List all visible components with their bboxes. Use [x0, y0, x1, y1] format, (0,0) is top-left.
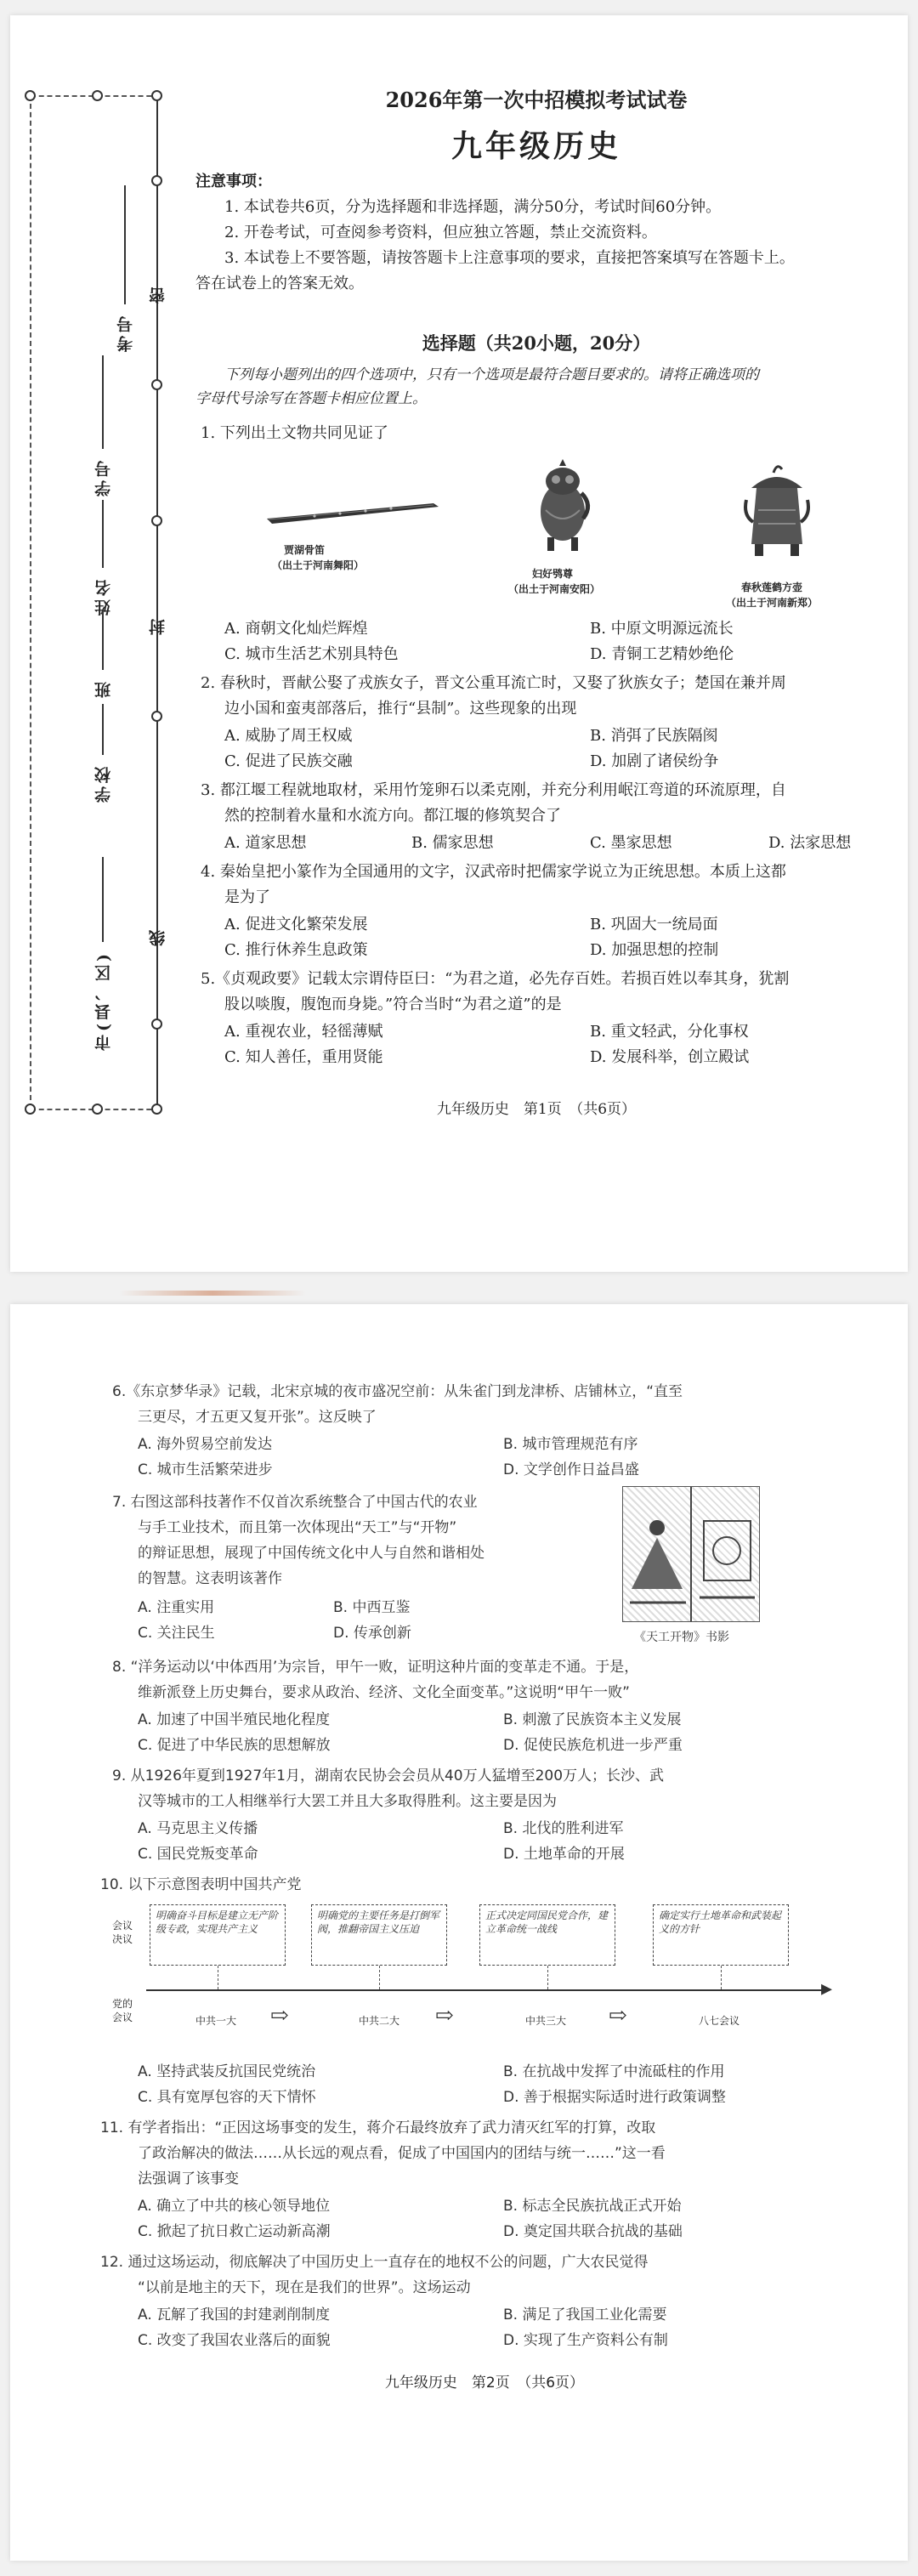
- option[interactable]: A. 促进文化繁荣发展: [224, 916, 368, 933]
- option[interactable]: A. 重视农业，轻徭薄赋: [224, 1023, 383, 1041]
- diagram-side-label: 党的会议: [112, 1998, 133, 2023]
- seal-char: 密: [149, 287, 167, 304]
- question-8-stem: 8. “洋务运动以‘中体西用’为宗旨，甲午一败，证明这种片面的变革走不通。于是，: [112, 1659, 639, 1676]
- seal-char: 封: [149, 619, 167, 635]
- option[interactable]: C. 具有宽厚包容的天下情怀: [138, 2089, 316, 2106]
- notice-item: 2. 开卷考试，可查阅参考资料，但应独立答题，禁止交流资料。: [224, 224, 657, 241]
- option[interactable]: D. 土地革命的开展: [503, 1846, 625, 1863]
- option[interactable]: B. 城市管理规范有序: [503, 1436, 638, 1453]
- question-9-stem: 汉等城市的工人相继举行大罢工并且大多取得胜利。这主要是因为: [138, 1793, 557, 1810]
- right-arrow-icon: ⇨: [609, 2003, 627, 2028]
- timeline-axis: [146, 1989, 826, 1991]
- section-instruction: 下列每小题列出的四个选项中，只有一个选项是最符合题目要求的。请将正确选项的: [224, 366, 759, 383]
- question-10-stem: 10. 以下示意图表明中国共产党: [100, 1876, 302, 1893]
- option[interactable]: C. 城市生活繁荣进步: [138, 1461, 273, 1478]
- notice-item: 3. 本试卷上不要答题，请按答题卡上注意事项的要求，直接把答案填写在答题卡上。: [224, 249, 795, 267]
- option[interactable]: B. 北伐的胜利进军: [503, 1820, 624, 1837]
- timeline-arrow-icon: ▸: [821, 1976, 833, 2001]
- timeline-connector: [547, 1966, 548, 1989]
- option[interactable]: B. 消弭了民族隔阂: [590, 727, 718, 745]
- option[interactable]: A. 确立了中共的核心领导地位: [138, 2198, 331, 2215]
- notice-heading: 注意事项：: [196, 173, 272, 190]
- binding-cut-line: [156, 95, 158, 1109]
- artifact-origin: （出土于河南舞阳）: [272, 559, 365, 571]
- option[interactable]: A. 道家思想: [224, 834, 307, 852]
- field-label-city: 市(县、区): [94, 950, 113, 1051]
- section-title: 选择题（共20小题，20分）: [422, 332, 651, 354]
- option[interactable]: B. 在抗战中发挥了中流砥柱的作用: [503, 2063, 725, 2080]
- option[interactable]: B. 中西互鉴: [333, 1599, 411, 1616]
- option[interactable]: D. 法家思想: [768, 834, 852, 852]
- option[interactable]: D. 青铜工艺精妙绝伦: [590, 645, 734, 663]
- binding-hole: [151, 1104, 162, 1115]
- field-line-school[interactable]: [102, 704, 104, 755]
- lotus-crane-pot-image: [743, 462, 811, 558]
- option[interactable]: A. 加速了中国半殖民地化程度: [138, 1711, 331, 1728]
- option[interactable]: A. 商朝文化灿烂辉煌: [224, 620, 368, 638]
- option[interactable]: C. 国民党叛变革命: [138, 1846, 258, 1863]
- meeting-label: 中共一大: [196, 2015, 237, 2027]
- page-footer: 九年级历史 第2页 （共6页）: [384, 2375, 585, 2392]
- section-instruction: 字母代号涂写在答题卡相应位置上。: [196, 390, 427, 407]
- option[interactable]: D. 促使民族危机进一步严重: [503, 1737, 683, 1754]
- option[interactable]: D. 传承创新: [333, 1625, 411, 1642]
- option[interactable]: C. 墨家思想: [590, 834, 672, 852]
- binding-hole: [151, 1018, 162, 1030]
- artifact-origin: （出土于河南安阳）: [508, 583, 601, 595]
- binding-hole: [151, 515, 162, 526]
- option[interactable]: C. 关注民生: [138, 1625, 215, 1642]
- bone-flute-image: [264, 496, 442, 525]
- binding-hole: [25, 90, 36, 101]
- option[interactable]: D. 文学创作日益昌盛: [503, 1461, 639, 1478]
- subject-title: 九年级历史: [450, 128, 621, 164]
- meeting-label: 中共三大: [525, 2015, 567, 2027]
- tiangong-kaiwu-image: [622, 1486, 760, 1622]
- option[interactable]: A. 马克思主义传播: [138, 1820, 258, 1837]
- question-1-stem: 1. 下列出土文物共同见证了: [201, 424, 388, 442]
- resolution-box: 正式决定同国民党合作，建立革命统一战线: [479, 1904, 615, 1966]
- question-11-stem: 了政治解决的做法……从长远的观点看，促成了中国国内的团结与统一……”这一看: [138, 2145, 666, 2162]
- option[interactable]: A. 威胁了周王权威: [224, 727, 353, 745]
- option[interactable]: A. 注重实用: [138, 1599, 215, 1616]
- notice-item: 1. 本试卷共6页，分为选择题和非选择题，满分50分，考试时间60分钟。: [224, 198, 722, 216]
- page-divider-smudge: [119, 1291, 306, 1296]
- question-5-stem: 股以啖腹，腹饱而身毙。”符合当时“为君之道”的是: [224, 996, 562, 1013]
- question-2-stem: 2. 春秋时，晋献公娶了戎族女子，晋文公重耳流亡时，又娶了狄族女子；楚国在兼并周: [201, 674, 786, 692]
- option[interactable]: C. 掀起了抗日救亡运动新高潮: [138, 2223, 331, 2240]
- question-3-stem: 然的控制着水量和水流方向。都江堰的修筑契合了: [224, 807, 561, 825]
- binding-left-dash: [30, 95, 31, 1109]
- timeline-diagram: [112, 1904, 843, 2049]
- question-11-stem: 11. 有学者指出：“正因这场事变的发生，蒋介石最终放弃了武力清灭红军的打算，改取: [100, 2119, 656, 2136]
- right-arrow-icon: ⇨: [435, 2003, 454, 2028]
- option[interactable]: B. 巩固大一统局面: [590, 916, 718, 933]
- binding-hole: [92, 90, 103, 101]
- field-line-exam-number[interactable]: [124, 185, 126, 304]
- resolution-box: 明确奋斗目标是建立无产阶级专政，实现共产主义: [150, 1904, 286, 1966]
- owl-zun-image: [529, 459, 597, 553]
- question-7-stem: 与手工业技术，而且第一次体现出“天工”与“开物”: [138, 1519, 457, 1536]
- timeline-connector: [379, 1966, 380, 1989]
- option[interactable]: A. 海外贸易空前发达: [138, 1436, 273, 1453]
- option[interactable]: D. 发展科举，创立殿试: [590, 1048, 750, 1066]
- binding-hole: [151, 379, 162, 390]
- page-footer: 九年级历史 第1页 （共6页）: [436, 1101, 637, 1118]
- option[interactable]: C. 改变了我国农业落后的面貌: [138, 2332, 331, 2349]
- notice-item: 答在试卷上的答案无效。: [196, 275, 364, 292]
- option[interactable]: B. 满足了我国工业化需要: [503, 2306, 667, 2324]
- field-label-student-number: 学号: [94, 457, 113, 496]
- seal-char: 线: [149, 930, 167, 946]
- field-label-class: 班: [94, 678, 113, 698]
- option[interactable]: B. 刺激了民族资本主义发展: [503, 1711, 682, 1728]
- field-label-name: 姓名: [94, 576, 113, 616]
- option[interactable]: A. 瓦解了我国的封建剥削制度: [138, 2306, 331, 2324]
- binding-hole: [151, 90, 162, 101]
- artifact-name: 春秋莲鹤方壶: [741, 582, 803, 593]
- meeting-label: 八七会议: [699, 2015, 740, 2027]
- option[interactable]: D. 善于根据实际适时进行政策调整: [503, 2089, 726, 2106]
- question-12-stem: “以前是地主的天下，现在是我们的世界”。这场运动: [138, 2279, 471, 2296]
- artifact-name: 妇好鸮尊: [532, 568, 574, 580]
- option[interactable]: D. 奠定国共联合抗战的基础: [503, 2223, 683, 2240]
- question-4-stem: 是为了: [224, 888, 270, 906]
- artifact-origin: （出土于河南新郑）: [726, 597, 819, 609]
- question-4-stem: 4. 秦始皇把小篆作为全国通用的文字，汉武帝时把儒家学说立为正统思想。本质上这都: [201, 863, 786, 881]
- question-8-stem: 维新派登上历史舞台，要求从政治、经济、文化全面变革。”这说明“甲午一败”: [138, 1684, 630, 1701]
- field-line-student-number[interactable]: [102, 355, 104, 449]
- question-11-stem: 法强调了该事变: [138, 2170, 239, 2187]
- timeline-connector: [721, 1966, 722, 1989]
- meeting-label: 中共二大: [359, 2015, 400, 2027]
- question-7-stem: 的辩证思想，展现了中国传统文化中人与自然和谐相处: [138, 1545, 484, 1562]
- option[interactable]: B. 标志全民族抗战正式开始: [503, 2198, 682, 2215]
- option[interactable]: C. 促进了民族交融: [224, 752, 353, 770]
- exam-page-2: [10, 1304, 908, 2561]
- option[interactable]: D. 加强思想的控制: [590, 941, 719, 959]
- option[interactable]: C. 城市生活艺术别具特色: [224, 645, 399, 663]
- option[interactable]: B. 重文轻武，分化事权: [590, 1023, 749, 1041]
- option[interactable]: D. 实现了生产资料公有制: [503, 2332, 668, 2349]
- exam-page-1: [10, 15, 908, 1272]
- question-7-stem: 7. 右图这部科技著作不仅首次系统整合了中国古代的农业: [112, 1494, 478, 1511]
- question-3-stem: 3. 都江堰工程就地取材，采用竹笼卵石以柔克刚，并充分利用岷江弯道的环流原理，自: [201, 781, 786, 799]
- binding-hole: [25, 1104, 36, 1115]
- binding-margin: [10, 15, 180, 1272]
- option[interactable]: C. 知人善任，重用贤能: [224, 1048, 383, 1066]
- resolution-box: 明确党的主要任务是打倒军阀，推翻帝国主义压迫: [311, 1904, 447, 1966]
- option[interactable]: B. 中原文明源远流长: [590, 620, 734, 638]
- binding-hole: [151, 175, 162, 186]
- question-6-stem: 6.《东京梦华录》记载，北宋京城的夜市盛况空前：从朱雀门到龙津桥、店铺林立，“直至: [112, 1383, 683, 1400]
- binding-hole: [151, 711, 162, 722]
- question-7-stem: 的智慧。这表明该著作: [138, 1570, 282, 1587]
- question-12-stem: 12. 通过这场运动，彻底解决了中国历史上一直存在的地权不公的问题，广大农民觉得: [100, 2254, 649, 2271]
- diagram-side-label: 会议决议: [112, 1920, 133, 1945]
- binding-hole: [92, 1104, 103, 1115]
- field-label-school: 学校: [94, 763, 113, 803]
- question-6-stem: 三更尽，才五更又复开张”。这反映了: [138, 1409, 377, 1426]
- tiangong-kaiwu-caption: 《天工开物》书影: [634, 1631, 729, 1644]
- option[interactable]: D. 加剧了诸侯纷争: [590, 752, 719, 770]
- question-2-stem: 边小国和蛮夷部落后，推行“县制”。这些现象的出现: [224, 700, 577, 718]
- artifact-name: 贾湖骨笛: [284, 544, 326, 556]
- question-9-stem: 9. 从1926年夏到1927年1月，湖南农民协会会员从40万人猛增至200万人；长沙、武: [112, 1767, 665, 1784]
- option[interactable]: A. 坚持武装反抗国民党统治: [138, 2063, 316, 2080]
- right-arrow-icon: ⇨: [270, 2003, 289, 2028]
- field-line-city[interactable]: [102, 857, 104, 942]
- option[interactable]: B. 儒家思想: [411, 834, 494, 852]
- question-5-stem: 5.《贞观政要》记载太宗谓侍臣曰：“为君之道，必先存百姓。若损百姓以奉其身，犹割: [201, 970, 790, 988]
- option[interactable]: C. 推行休养生息政策: [224, 941, 368, 959]
- field-line-class[interactable]: [102, 610, 104, 670]
- resolution-box: 确定实行土地革命和武装起义的方针: [653, 1904, 789, 1966]
- field-label-exam-number: 考号: [116, 313, 135, 352]
- exam-title: 2026年第一次中招模拟考试试卷: [385, 88, 688, 112]
- option[interactable]: C. 促进了中华民族的思想解放: [138, 1737, 331, 1754]
- field-line-name[interactable]: [102, 500, 104, 568]
